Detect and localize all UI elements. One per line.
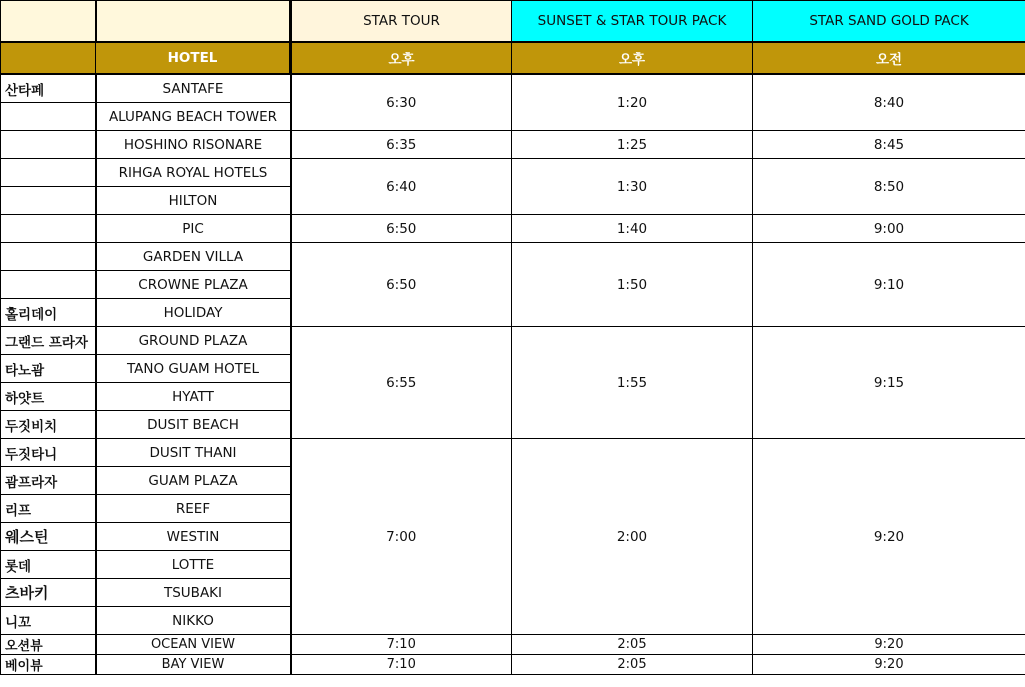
corner-blank-cell xyxy=(1,1,96,43)
hotel-name-cell: ALUPANG BEACH TOWER xyxy=(96,103,291,131)
korean-name-cell xyxy=(1,103,96,131)
tour-header-star: STAR TOUR xyxy=(291,1,512,43)
korean-name-cell: 웨스틴 xyxy=(1,523,96,551)
hotel-name-cell: HILTON xyxy=(96,187,291,215)
hotel-header: HOTEL xyxy=(96,42,291,74)
gold-time-cell: 9:10 xyxy=(753,243,1025,327)
korean-name-cell xyxy=(1,271,96,299)
hotel-name-cell: HOLIDAY xyxy=(96,299,291,327)
korean-name-cell: 괌프라자 xyxy=(1,467,96,495)
sunset-time-cell: 1:40 xyxy=(512,215,753,243)
gold-time-cell: 8:45 xyxy=(753,131,1025,159)
korean-name-cell xyxy=(1,131,96,159)
star-time-cell: 6:50 xyxy=(291,215,512,243)
hotel-name-cell: OCEAN VIEW xyxy=(96,635,291,655)
gold-time-cell: 9:15 xyxy=(753,327,1025,439)
gold-time-cell: 9:20 xyxy=(753,439,1025,635)
korean-name-cell: 홀리데이 xyxy=(1,299,96,327)
hotel-top-cell xyxy=(96,1,291,43)
table-row xyxy=(1,655,1025,675)
korean-name-cell xyxy=(1,159,96,187)
sunset-time-cell: 2:05 xyxy=(512,655,753,675)
hotel-name-cell: CROWNE PLAZA xyxy=(96,271,291,299)
hotel-name-cell: NIKKO xyxy=(96,607,291,635)
gold-time-cell: 8:50 xyxy=(753,159,1025,215)
sunset-time-cell: 1:55 xyxy=(512,327,753,439)
hotel-name-cell: PIC xyxy=(96,215,291,243)
table-row xyxy=(1,243,1025,271)
star-time-cell: 7:10 xyxy=(291,655,512,675)
korean-name-cell: 타노괌 xyxy=(1,355,96,383)
sunset-time-cell: 1:25 xyxy=(512,131,753,159)
table-row xyxy=(1,327,1025,355)
sunset-time-cell: 2:05 xyxy=(512,635,753,655)
tour-header-gold: STAR SAND GOLD PACK xyxy=(753,1,1025,43)
table-row xyxy=(1,439,1025,467)
period-sunset: 오후 xyxy=(512,42,753,74)
period-blank-cell xyxy=(1,42,96,74)
hotel-name-cell: BAY VIEW xyxy=(96,655,291,675)
korean-name-cell: 그랜드 프라자 xyxy=(1,327,96,355)
sunset-time-cell: 1:20 xyxy=(512,74,753,131)
gold-time-cell: 8:40 xyxy=(753,74,1025,131)
hotel-name-cell: WESTIN xyxy=(96,523,291,551)
table-row xyxy=(1,215,1025,243)
period-star: 오후 xyxy=(291,42,512,74)
table-row xyxy=(1,159,1025,187)
star-time-cell: 6:50 xyxy=(291,243,512,327)
star-time-cell: 6:40 xyxy=(291,159,512,215)
hotel-name-cell: DUSIT THANI xyxy=(96,439,291,467)
gold-time-cell: 9:20 xyxy=(753,655,1025,675)
hotel-name-cell: TANO GUAM HOTEL xyxy=(96,355,291,383)
korean-name-cell: 니꼬 xyxy=(1,607,96,635)
hotel-name-cell: HOSHINO RISONARE xyxy=(96,131,291,159)
korean-name-cell: 베이뷰 xyxy=(1,655,96,675)
period-header-row xyxy=(1,42,1025,74)
hotel-name-cell: LOTTE xyxy=(96,551,291,579)
table-row xyxy=(1,635,1025,655)
hotel-name-cell: GUAM PLAZA xyxy=(96,467,291,495)
sunset-time-cell: 1:50 xyxy=(512,243,753,327)
table-row xyxy=(1,131,1025,159)
korean-name-cell: 츠바키 xyxy=(1,579,96,607)
korean-name-cell: 리프 xyxy=(1,495,96,523)
korean-name-cell xyxy=(1,243,96,271)
korean-name-cell xyxy=(1,215,96,243)
star-time-cell: 6:35 xyxy=(291,131,512,159)
sunset-time-cell: 1:30 xyxy=(512,159,753,215)
korean-name-cell: 두짓비치 xyxy=(1,411,96,439)
hotel-name-cell: RIHGA ROYAL HOTELS xyxy=(96,159,291,187)
korean-name-cell: 오션뷰 xyxy=(1,635,96,655)
sunset-time-cell: 2:00 xyxy=(512,439,753,635)
hotel-name-cell: HYATT xyxy=(96,383,291,411)
table-row xyxy=(1,74,1025,103)
korean-name-cell: 산타페 xyxy=(1,74,96,103)
star-time-cell: 6:30 xyxy=(291,74,512,131)
korean-name-cell: 롯데 xyxy=(1,551,96,579)
korean-name-cell: 하얏트 xyxy=(1,383,96,411)
korean-name-cell: 두짓타니 xyxy=(1,439,96,467)
hotel-name-cell: REEF xyxy=(96,495,291,523)
hotel-name-cell: DUSIT BEACH xyxy=(96,411,291,439)
hotel-name-cell: GARDEN VILLA xyxy=(96,243,291,271)
period-gold: 오전 xyxy=(753,42,1025,74)
tour-header-sunset: SUNSET & STAR TOUR PACK xyxy=(512,1,753,43)
star-time-cell: 7:10 xyxy=(291,635,512,655)
gold-time-cell: 9:20 xyxy=(753,635,1025,655)
hotel-name-cell: SANTAFE xyxy=(96,74,291,103)
tour-header-row xyxy=(1,1,1025,43)
hotel-name-cell: TSUBAKI xyxy=(96,579,291,607)
star-time-cell: 7:00 xyxy=(291,439,512,635)
korean-name-cell xyxy=(1,187,96,215)
gold-time-cell: 9:00 xyxy=(753,215,1025,243)
hotel-name-cell: GROUND PLAZA xyxy=(96,327,291,355)
star-time-cell: 6:55 xyxy=(291,327,512,439)
